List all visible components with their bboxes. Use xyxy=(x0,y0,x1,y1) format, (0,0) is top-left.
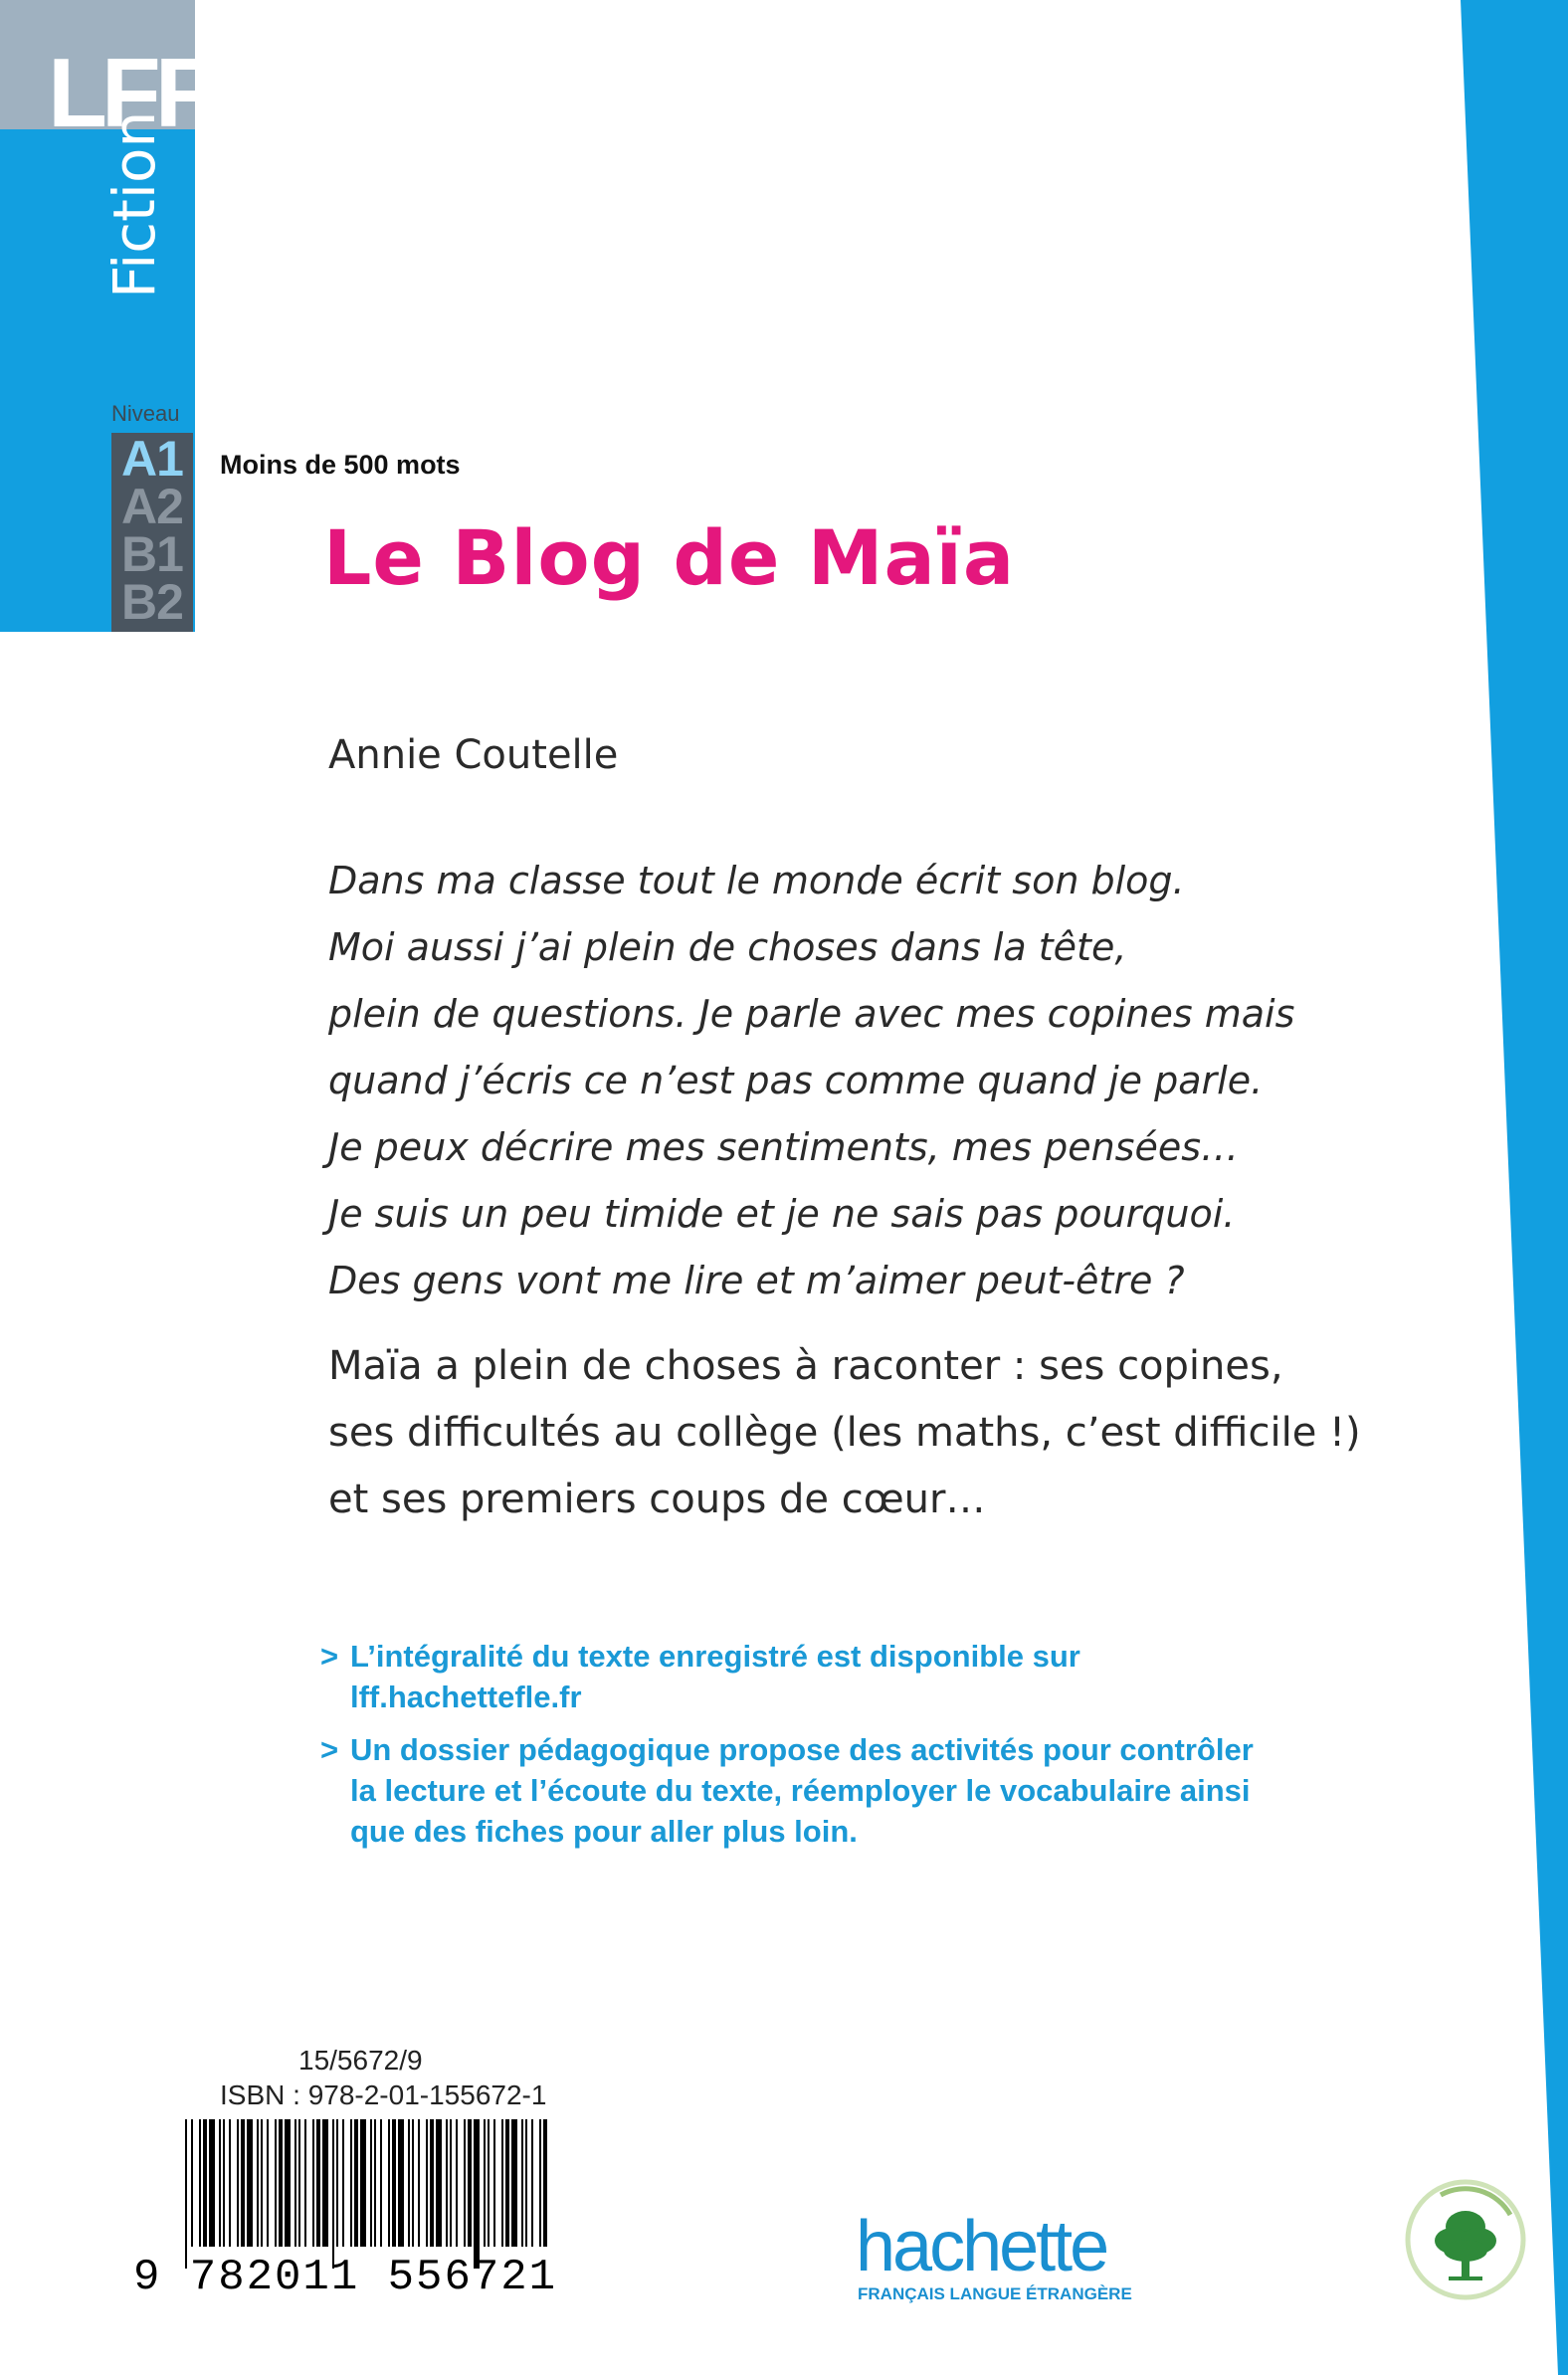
barcode-bar xyxy=(203,2119,207,2247)
collection-label: Fiction xyxy=(100,110,168,298)
barcode-bar xyxy=(474,2119,480,2269)
barcode-bar xyxy=(354,2119,358,2247)
barcode-bar xyxy=(294,2119,296,2247)
info-list xyxy=(320,1636,1315,1864)
barcode-bar xyxy=(241,2119,245,2247)
eco-tree-icon xyxy=(1401,2175,1530,2304)
info-line: L’intégralité du texte enregistré est disponible sur xyxy=(350,1639,1080,1674)
barcode-bar xyxy=(350,2119,352,2247)
book-title: Le Blog de Maïa xyxy=(323,513,1016,602)
barcode-bar xyxy=(493,2119,495,2247)
barcode-bar xyxy=(316,2119,320,2247)
quote-block xyxy=(328,848,1373,1314)
barcode-bar xyxy=(484,2119,486,2247)
barcode-bar xyxy=(426,2119,428,2247)
barcode-bar xyxy=(219,2119,221,2247)
summary-line: Maïa a plein de choses à raconter : ses copines, xyxy=(328,1343,1283,1389)
word-count: Moins de 500 mots xyxy=(220,450,461,480)
barcode-bar xyxy=(398,2119,404,2247)
barcode-bar xyxy=(468,2119,472,2247)
barcode-bar xyxy=(279,2119,283,2247)
barcode-bar xyxy=(370,2119,372,2247)
barcode-bar xyxy=(456,2119,458,2247)
barcode-bar xyxy=(185,2119,187,2269)
level-b2: B2 xyxy=(121,574,183,630)
barcode-bar xyxy=(304,2119,306,2247)
info-line: la lecture et l’écoute du texte, réemployer le vocabulaire ainsi xyxy=(350,1773,1251,1808)
barcode-bar xyxy=(380,2119,382,2247)
quote-line: quand j’écris ce n’est pas comme quand je parle. xyxy=(328,1059,1264,1102)
quote-line: Je suis un peu timide et je ne sais pas pourquoi. xyxy=(328,1192,1236,1236)
arrow-icon: > xyxy=(320,1732,339,1767)
level-heading: Niveau xyxy=(111,401,180,426)
barcode-digits: 9 782011 556721 xyxy=(133,2253,558,2302)
quote-line: Des gens vont me lire et m’aimer peut-être ? xyxy=(328,1259,1185,1302)
author-name: Annie Coutelle xyxy=(328,732,619,778)
barcode-bar xyxy=(408,2119,410,2247)
barcode-bar xyxy=(450,2119,452,2247)
info-item-audio xyxy=(320,1636,1315,1717)
barcode-bar xyxy=(464,2119,466,2247)
isbn-number: ISBN : 978-2-01-155672-1 xyxy=(220,2079,547,2110)
barcode-bar xyxy=(388,2119,390,2247)
publisher-logo: hachette xyxy=(856,2207,1107,2286)
arrow-icon: > xyxy=(320,1639,339,1674)
barcode-bar xyxy=(446,2119,448,2247)
level-b1: B1 xyxy=(121,526,183,582)
barcode-bar xyxy=(436,2119,442,2247)
barcode-bar xyxy=(539,2119,541,2247)
barcode-bar xyxy=(275,2119,277,2247)
barcode-bar xyxy=(360,2119,366,2247)
barcode-bar xyxy=(342,2119,344,2247)
barcode-bar xyxy=(267,2119,269,2247)
lff-logo: LFF xyxy=(48,38,209,147)
summary-line: ses difficultés au collège (les maths, c’est difficile !) xyxy=(328,1410,1361,1456)
barcode-bar xyxy=(418,2119,420,2247)
barcode-bar xyxy=(257,2119,259,2247)
barcode-bar xyxy=(525,2119,527,2247)
barcode-bar xyxy=(488,2119,490,2247)
barcode-icon xyxy=(181,2119,551,2269)
barcode-bar xyxy=(531,2119,533,2247)
barcode-bar xyxy=(392,2119,396,2247)
barcode-bar xyxy=(261,2119,263,2247)
barcode-bar xyxy=(501,2119,503,2247)
barcode-bar xyxy=(247,2119,253,2247)
barcode-bar xyxy=(298,2119,300,2247)
barcode-bar xyxy=(336,2119,338,2247)
barcode-bar xyxy=(412,2119,414,2247)
summary-line: et ses premiers coups de cœur… xyxy=(328,1477,986,1522)
quote-line: plein de questions. Je parle avec mes copines mais xyxy=(328,992,1295,1036)
summary-block xyxy=(328,1333,1373,1533)
info-line: que des fiches pour aller plus loin. xyxy=(350,1814,858,1849)
level-a2: A2 xyxy=(121,479,183,534)
info-item-dossier xyxy=(320,1729,1315,1852)
barcode-bar xyxy=(209,2119,215,2247)
info-link[interactable]: lff.hachettefle.fr xyxy=(350,1680,582,1714)
barcode-bar xyxy=(312,2119,314,2247)
barcode-bar xyxy=(332,2119,334,2269)
barcode-bar xyxy=(430,2119,434,2247)
barcode-bar xyxy=(322,2119,328,2247)
quote-line: Moi aussi j’ai plein de choses dans la tête, xyxy=(328,925,1127,969)
quote-line: Dans ma classe tout le monde écrit son blog. xyxy=(328,859,1185,902)
barcode-bar xyxy=(543,2119,547,2247)
info-line: Un dossier pédagogique propose des activités pour contrôler xyxy=(350,1732,1254,1767)
quote-line: Je peux décrire mes sentiments, mes pensées… xyxy=(328,1125,1240,1169)
barcode-bar xyxy=(229,2119,231,2247)
barcode-bar xyxy=(511,2119,517,2247)
barcode-bar xyxy=(374,2119,376,2247)
barcode-bar xyxy=(223,2119,225,2247)
level-a1: A1 xyxy=(121,431,183,487)
barcode-bar xyxy=(237,2119,239,2247)
publisher-tagline: FRANÇAIS LANGUE ÉTRANGÈRE xyxy=(858,2284,1132,2303)
barcode-bar xyxy=(199,2119,201,2247)
barcode-bar xyxy=(505,2119,509,2247)
barcode-bar xyxy=(521,2119,523,2247)
product-code: 15/5672/9 xyxy=(298,2045,423,2076)
barcode-bar xyxy=(191,2119,193,2247)
barcode-bar xyxy=(285,2119,291,2247)
